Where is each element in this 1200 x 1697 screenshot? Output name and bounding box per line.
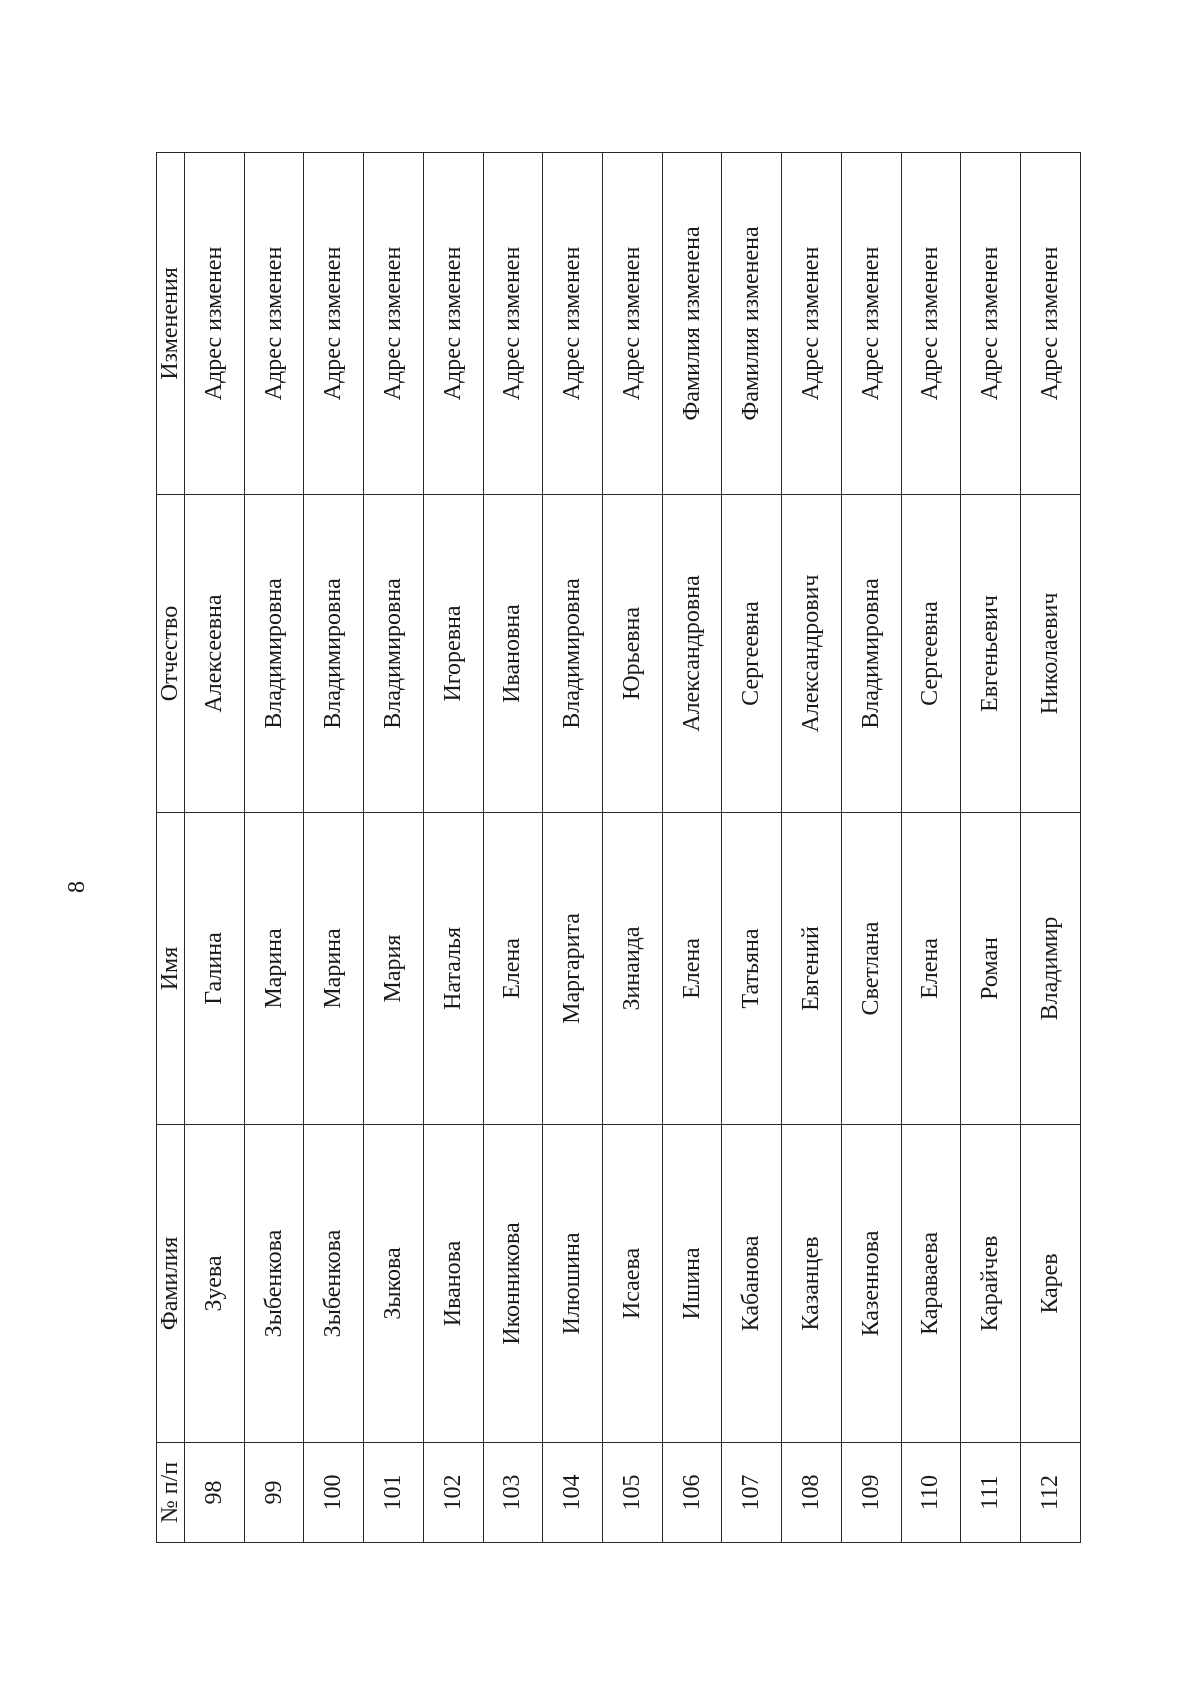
cell-num: 102: [423, 1443, 483, 1543]
header-patronymic: Отчество: [157, 495, 185, 813]
cell-changes: Фамилия изменена: [722, 153, 782, 495]
table-row: [961, 153, 1021, 1543]
cell-patronymic: Юрьевна: [603, 495, 663, 813]
cell-surname: Зыкова: [364, 1125, 424, 1443]
table-row: [304, 153, 364, 1543]
cell-surname: Ишина: [662, 1125, 722, 1443]
cell-patronymic: Александрович: [782, 495, 842, 813]
cell-patronymic: Владимировна: [364, 495, 424, 813]
cell-name: Евгений: [782, 813, 842, 1125]
cell-surname: Иванова: [423, 1125, 483, 1443]
cell-num: 105: [603, 1443, 663, 1543]
cell-num: 99: [244, 1443, 304, 1543]
cell-num: 111: [961, 1443, 1021, 1543]
cell-num: 98: [185, 1443, 245, 1543]
cell-name: Наталья: [423, 813, 483, 1125]
cell-num: 108: [782, 1443, 842, 1543]
cell-name: Галина: [185, 813, 245, 1125]
table-row: [662, 153, 722, 1543]
cell-patronymic: Алексеевна: [185, 495, 245, 813]
cell-patronymic: Владимировна: [304, 495, 364, 813]
cell-patronymic: Ивановна: [483, 495, 543, 813]
table-row: [185, 153, 245, 1543]
cell-changes: Адрес изменен: [304, 153, 364, 495]
cell-patronymic: Владимировна: [841, 495, 901, 813]
table-row: [901, 153, 961, 1543]
cell-changes: Адрес изменен: [185, 153, 245, 495]
registry-table-container: [156, 153, 1081, 1543]
cell-surname: Казанцев: [782, 1125, 842, 1443]
cell-name: Марина: [244, 813, 304, 1125]
cell-name: Владимир: [1021, 813, 1081, 1125]
cell-name: Елена: [662, 813, 722, 1125]
cell-surname: Зыбенкова: [304, 1125, 364, 1443]
cell-patronymic: Владимировна: [244, 495, 304, 813]
cell-patronymic: Владимировна: [543, 495, 603, 813]
cell-surname: Зуева: [185, 1125, 245, 1443]
cell-patronymic: Евгеньевич: [961, 495, 1021, 813]
cell-changes: Фамилия изменена: [662, 153, 722, 495]
header-changes: Изменения: [157, 153, 185, 495]
table-row: [364, 153, 424, 1543]
cell-changes: Адрес изменен: [841, 153, 901, 495]
registry-table: [156, 152, 1081, 1543]
cell-name: Зинаида: [603, 813, 663, 1125]
table-row: [483, 153, 543, 1543]
cell-num: 100: [304, 1443, 364, 1543]
table-row: [1021, 153, 1081, 1543]
table-row: [423, 153, 483, 1543]
cell-surname: Казеннова: [841, 1125, 901, 1443]
cell-changes: Адрес изменен: [901, 153, 961, 495]
cell-num: 101: [364, 1443, 424, 1543]
cell-num: 107: [722, 1443, 782, 1543]
cell-num: 106: [662, 1443, 722, 1543]
cell-name: Роман: [961, 813, 1021, 1125]
cell-changes: Адрес изменен: [961, 153, 1021, 495]
cell-surname: Исаева: [603, 1125, 663, 1443]
cell-patronymic: Игоревна: [423, 495, 483, 813]
cell-patronymic: Сергеевна: [722, 495, 782, 813]
cell-name: Татьяна: [722, 813, 782, 1125]
cell-surname: Зыбенкова: [244, 1125, 304, 1443]
cell-name: Мария: [364, 813, 424, 1125]
cell-name: Елена: [901, 813, 961, 1125]
cell-changes: Адрес изменен: [423, 153, 483, 495]
cell-changes: Адрес изменен: [543, 153, 603, 495]
header-name: Имя: [157, 813, 185, 1125]
cell-changes: Адрес изменен: [364, 153, 424, 495]
table-row: [722, 153, 782, 1543]
cell-num: 112: [1021, 1443, 1081, 1543]
cell-name: Светлана: [841, 813, 901, 1125]
cell-surname: Карайчев: [961, 1125, 1021, 1443]
cell-name: Марина: [304, 813, 364, 1125]
header-surname: Фамилия: [157, 1125, 185, 1443]
cell-name: Елена: [483, 813, 543, 1125]
page-number: 8: [64, 881, 90, 893]
cell-surname: Кабанова: [722, 1125, 782, 1443]
cell-changes: Адрес изменен: [483, 153, 543, 495]
table-row: [841, 153, 901, 1543]
cell-patronymic: Сергеевна: [901, 495, 961, 813]
cell-changes: Адрес изменен: [603, 153, 663, 495]
cell-num: 103: [483, 1443, 543, 1543]
cell-surname: Иконникова: [483, 1125, 543, 1443]
cell-surname: Илюшина: [543, 1125, 603, 1443]
cell-num: 104: [543, 1443, 603, 1543]
table-row: [244, 153, 304, 1543]
cell-patronymic: Александровна: [662, 495, 722, 813]
header-num: № п/п: [157, 1443, 185, 1543]
table-row: [543, 153, 603, 1543]
cell-num: 110: [901, 1443, 961, 1543]
cell-num: 109: [841, 1443, 901, 1543]
cell-changes: Адрес изменен: [244, 153, 304, 495]
cell-patronymic: Николаевич: [1021, 495, 1081, 813]
cell-changes: Адрес изменен: [782, 153, 842, 495]
cell-name: Маргарита: [543, 813, 603, 1125]
table-header-row: [157, 153, 185, 1543]
table-row: [782, 153, 842, 1543]
cell-changes: Адрес изменен: [1021, 153, 1081, 495]
cell-surname: Караваева: [901, 1125, 961, 1443]
cell-surname: Карев: [1021, 1125, 1081, 1443]
table-row: [603, 153, 663, 1543]
